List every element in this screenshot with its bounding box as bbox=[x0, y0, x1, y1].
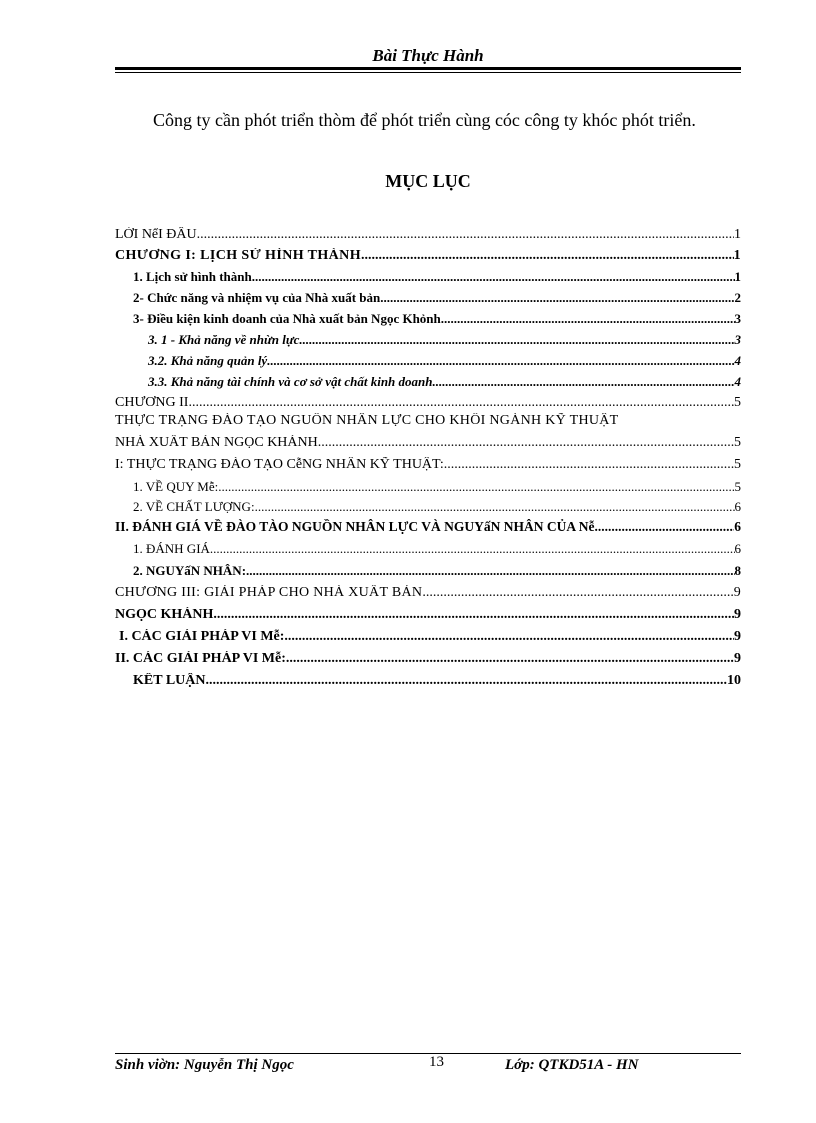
toc-entry-text: 1. Lịch sử hình thành bbox=[133, 269, 252, 284]
toc-entry-ket-luan[interactable] bbox=[115, 673, 741, 695]
toc-leader-dots bbox=[213, 607, 734, 623]
footer-page-number: 13 bbox=[429, 1054, 444, 1070]
toc-entry-text: 3. 1 - Khả năng về nhừn lực bbox=[148, 332, 300, 347]
toc-entry-danh-gia-heading[interactable] bbox=[115, 519, 741, 541]
toc-entry-thuc-trang-heading[interactable] bbox=[115, 413, 741, 435]
toc-leader-dots bbox=[318, 435, 734, 451]
toc-entry-giai-phap-1[interactable] bbox=[115, 629, 741, 651]
toc-entry-chuc-nang[interactable] bbox=[115, 290, 741, 311]
toc-leader-dots bbox=[444, 457, 734, 473]
footer-class: Lớp: QTKD51A - HN bbox=[505, 1057, 639, 1073]
toc-leader-dots bbox=[188, 395, 734, 411]
toc-entry-page: 3 bbox=[734, 332, 741, 347]
toc-leader-dots bbox=[267, 353, 734, 369]
toc-entry-tai-chinh[interactable] bbox=[115, 374, 741, 395]
toc-entry-text: 3.2. Khả năng quản lý bbox=[148, 353, 268, 368]
toc-leader-dots bbox=[422, 585, 733, 601]
toc-entry-text: THỰC TRẠNG ĐÀO TẠO NGUỒN NHÂN LỰC CHO KHỐI NGÀNH KỸ THUẬT bbox=[115, 413, 619, 428]
footer-author: Sinh viờn: Nguyễn Thị Ngọc bbox=[115, 1057, 294, 1073]
footer-rule bbox=[115, 1053, 741, 1054]
page-footer bbox=[115, 1054, 741, 1079]
toc-entry-text: CHƯƠNG II bbox=[115, 395, 189, 410]
toc-leader-dots bbox=[441, 311, 735, 327]
toc-entry-page: 2 bbox=[734, 290, 741, 305]
toc-entry-chat-luong[interactable] bbox=[115, 499, 741, 519]
toc-entry-text: 1. VỀ QUY Mễ: bbox=[133, 479, 219, 494]
toc-entry-chuong-2[interactable] bbox=[115, 395, 741, 413]
toc-entry-page: 3 bbox=[734, 311, 741, 326]
toc-entry-page: 8 bbox=[734, 563, 741, 578]
toc-entry-page: 1 bbox=[734, 269, 741, 284]
toc-entry-page: 10 bbox=[727, 673, 741, 688]
toc-leader-dots bbox=[380, 290, 734, 306]
toc-entry-lich-su[interactable] bbox=[115, 269, 741, 290]
toc-entry-thuc-trang-cong-nhan[interactable] bbox=[115, 457, 741, 479]
toc-leader-dots bbox=[255, 499, 735, 515]
toc-entry-text: I. CÁC GIẢI PHÁP VI Mễ: bbox=[119, 629, 285, 644]
toc-entry-quan-ly[interactable] bbox=[115, 353, 741, 374]
toc-leader-dots bbox=[252, 269, 735, 285]
toc-leader-dots bbox=[218, 479, 734, 495]
toc-entry-page: 1 bbox=[733, 248, 741, 263]
toc-entry-nxb-ngoc-khanh[interactable] bbox=[115, 435, 741, 457]
toc-entry-text: 3- Điều kiện kinh doanh của Nhà xuất bản Ngọc Khỏnh bbox=[133, 311, 441, 326]
toc-entry-chuong-3[interactable] bbox=[115, 585, 741, 607]
page-header-title: Bài Thực Hành bbox=[372, 46, 484, 65]
toc-entry-page: 5 bbox=[734, 479, 741, 494]
toc-title: MỤC LỤC bbox=[385, 171, 471, 191]
toc-entry-page: 6 bbox=[734, 541, 741, 556]
toc-entry-text: LỜI NểI ĐẦU bbox=[115, 227, 197, 242]
toc-entry-page: 4 bbox=[734, 374, 741, 389]
toc-entry-text: 2. VỀ CHẤT LƯỢNG: bbox=[133, 499, 255, 514]
toc-entry-text: 2- Chức năng và nhiệm vụ của Nhà xuất bản bbox=[133, 290, 381, 305]
toc-entry-page: 1 bbox=[734, 227, 741, 242]
toc-leader-dots bbox=[361, 248, 734, 264]
intro-paragraph: Công ty cần phót triển thòm để phót triển cùng cóc công ty khóc phót triển. bbox=[153, 110, 696, 130]
toc-entry-text: 1. ĐÁNH GIÁ bbox=[133, 541, 210, 556]
toc-leader-dots bbox=[205, 673, 727, 689]
toc-entry-text: 3.3. Khả năng tài chính và cơ sở vật chất kinh doanh bbox=[148, 374, 433, 389]
toc-entry-text: I: THỰC TRẠNG ĐÀO TẠO CễNG NHÂN KỸ THUẬT: bbox=[115, 457, 444, 472]
toc-entry-text: CHƯƠNG I: LỊCH SỬ HÌNH THÀNH bbox=[115, 248, 361, 263]
toc-entry-text: NGỌC KHÁNH bbox=[115, 607, 214, 622]
toc-entry-chuong-1[interactable] bbox=[115, 248, 741, 269]
toc-leader-dots bbox=[197, 227, 734, 243]
toc-leader-dots bbox=[210, 541, 735, 557]
toc-entry-text: II. CÁC GIẢI PHÁP VI Mễ: bbox=[115, 651, 286, 666]
toc-entry-giai-phap-2[interactable] bbox=[115, 651, 741, 673]
toc-entry-page: 9 bbox=[734, 651, 741, 666]
toc-leader-dots bbox=[598, 519, 734, 535]
toc-leader-dots bbox=[286, 651, 734, 667]
toc-leader-dots bbox=[432, 374, 734, 390]
toc-entry-text: NHÀ XUẤT BẢN NGỌC KHÁNH bbox=[115, 435, 318, 450]
toc-entry-dieu-kien[interactable] bbox=[115, 311, 741, 332]
toc-entry-page: 6 bbox=[734, 499, 741, 514]
toc-entry-text: CHƯƠNG III: GIẢI PHÁP CHO NHÀ XUẤT BẢN bbox=[115, 585, 423, 600]
table-of-contents bbox=[115, 227, 741, 695]
toc-entry-danh-gia[interactable] bbox=[115, 541, 741, 563]
toc-entry-text: II. ĐÁNH GIÁ VỀ ĐÀO TÀO NGUỒN NHÂN LỰC VÀ NGUYấN NHÂN CỦA Nễ. bbox=[115, 519, 598, 534]
toc-entry-page: 5 bbox=[734, 435, 741, 450]
header-rule-thin bbox=[115, 72, 741, 73]
toc-entry-ngoc-khanh[interactable] bbox=[115, 607, 741, 629]
header-rule-thick bbox=[115, 67, 741, 70]
toc-entry-text: 2. NGUYấN NHÂN: bbox=[133, 563, 247, 578]
toc-entry-nguyen-nhan[interactable] bbox=[115, 563, 741, 585]
toc-entry-page: 5 bbox=[734, 457, 741, 472]
toc-entry-quy-mo[interactable] bbox=[115, 479, 741, 499]
toc-entry-page: 6 bbox=[734, 519, 741, 534]
toc-entry-page: 9 bbox=[733, 585, 741, 600]
toc-entry-page: 9 bbox=[734, 629, 741, 644]
toc-entry-text: KẾT LUẬN bbox=[133, 673, 206, 688]
toc-entry-nhan-luc[interactable] bbox=[115, 332, 741, 353]
toc-entry-page: 5 bbox=[734, 395, 741, 410]
toc-entry-page: 9 bbox=[734, 607, 741, 622]
toc-leader-dots bbox=[246, 563, 734, 579]
toc-leader-dots bbox=[284, 629, 734, 645]
toc-leader-dots bbox=[299, 332, 734, 348]
toc-entry-loi-noi-dau[interactable] bbox=[115, 227, 741, 248]
toc-entry-page: 4 bbox=[734, 353, 741, 368]
